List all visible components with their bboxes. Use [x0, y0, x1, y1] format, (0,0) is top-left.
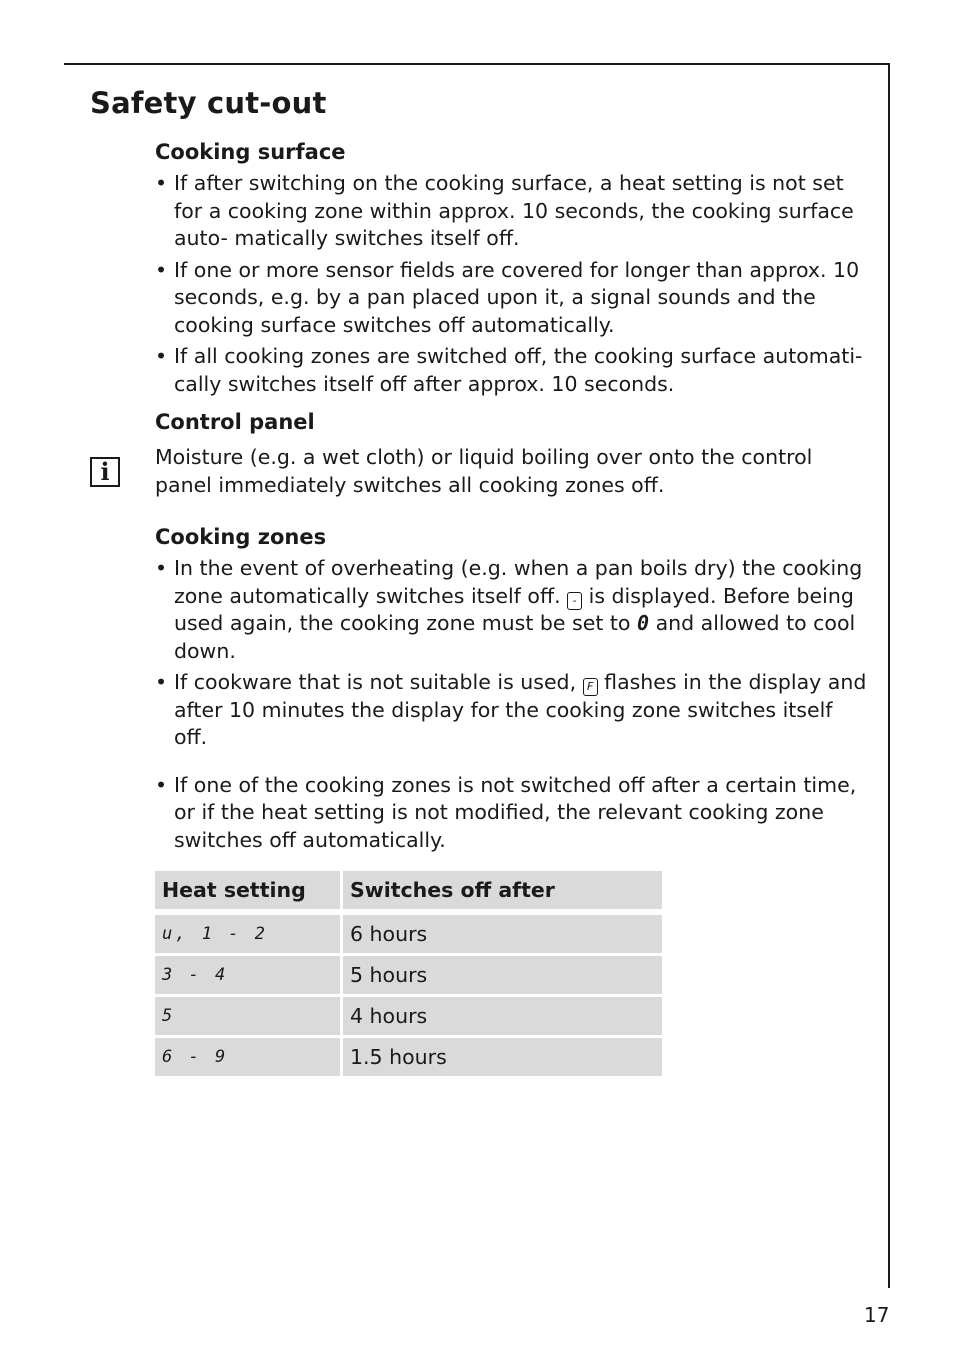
bullet-text: If cookware that is not suitable is used, [174, 670, 577, 694]
control-panel-text: Moisture (e.g. a wet cloth) or liquid boiling over onto the control panel immediately switches all cooking zones off. [155, 445, 813, 497]
heat-setting-cell: 3 - 4 [155, 956, 343, 997]
list-item [155, 669, 867, 752]
list-item [155, 555, 867, 665]
page-title: Safety cut-out [90, 86, 327, 120]
cooking-zones-heading: Cooking zones [155, 525, 327, 549]
switch-off-time-cell: 1.5 hours [343, 1038, 662, 1079]
cooking-surface-list [155, 170, 867, 398]
bullet-text: flashes in the display and after 10 minutes the display for the cooking zone switches itself off. [174, 670, 867, 749]
control-panel-heading: Control panel [155, 410, 315, 434]
right-rule [888, 63, 890, 1288]
switch-off-time-cell: 5 hours [343, 956, 662, 997]
switch-off-time-cell: 4 hours [343, 997, 662, 1038]
list-item: • If after switching on the cooking surface, a heat setting is not set for a cooking zone within approx. 10 seconds, the cooking surface auto- matically switches itself off. [155, 170, 867, 253]
table-row [155, 997, 662, 1038]
residual-heat-symbol: - [567, 592, 582, 610]
zero-symbol: 0 [637, 611, 650, 635]
table-row [155, 915, 662, 956]
info-icon: i [90, 457, 120, 487]
list-item: • If one of the cooking zones is not switched off after a certain time, or if the heat setting is not modified, the relevant cooking zone switches off automatically. [155, 772, 867, 855]
main-content [155, 138, 867, 858]
heat-setting-cell: u, 1 - 2 [155, 915, 343, 956]
bullet-text: and allowed to cool down. [174, 611, 856, 663]
heat-setting-table [155, 871, 662, 1079]
list-item: • If all cooking zones are switched off, the cooking surface automati- cally switches itself off after approx. 10 seconds. [155, 343, 867, 398]
heat-setting-cell: 6 - 9 [155, 1038, 343, 1079]
f-symbol: F [583, 678, 598, 696]
bullet-text: is displayed. Before being used again, the cooking zone must be set to [174, 583, 854, 635]
heat-setting-cell: 5 [155, 997, 343, 1038]
table-row [155, 956, 662, 997]
cooking-zones-list [155, 555, 867, 854]
header-heat-setting: Heat setting [155, 871, 343, 915]
cooking-surface-heading: Cooking surface [155, 140, 346, 164]
table-header-row [155, 871, 662, 915]
switch-off-time-cell: 6 hours [343, 915, 662, 956]
bullet-text: In the event of overheating (e.g. when a pan boils dry) the cooking zone automatically switches itself off. [174, 556, 863, 608]
table-row [155, 1038, 662, 1079]
list-item: • If one or more sensor fields are covered for longer than approx. 10 seconds, e.g. by a pan placed upon it, a signal sounds and the cooking surface switches off automatically. [155, 257, 867, 340]
page-number: 17 [864, 1303, 890, 1327]
header-switches-off: Switches off after [343, 871, 662, 915]
top-rule [64, 63, 890, 65]
